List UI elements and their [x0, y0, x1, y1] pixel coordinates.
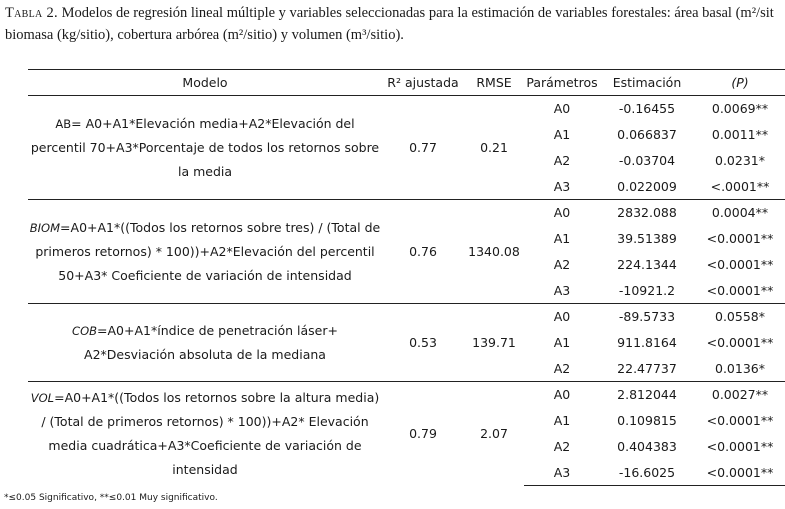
rmse-value: 139.71: [464, 304, 524, 382]
header-p: (P): [694, 70, 785, 96]
param-cell: A0: [524, 200, 600, 226]
p-value-cell: 0.0027**: [694, 382, 785, 408]
estimate-cell: 22.47737: [617, 360, 677, 376]
estimate-cell: 0.404383: [617, 439, 677, 454]
model-name: BIOM: [29, 220, 61, 235]
model-name: COB: [72, 323, 98, 338]
p-value-cell: 0.0004**: [694, 200, 785, 226]
r2-value: 0.76: [382, 200, 464, 304]
table-row: [28, 382, 785, 408]
estimate-cell: 2.812044: [600, 382, 694, 408]
estimate-cell: -89.5733: [600, 304, 694, 330]
table-footnote: *≤0.05 Significativo, **≤0.01 Muy significativo.: [4, 493, 218, 503]
model-name: AB: [55, 116, 72, 131]
param-cell: A0: [524, 304, 600, 330]
estimate-cell: -16.6025: [600, 460, 694, 486]
p-value-cell: <0.0001**: [706, 282, 774, 298]
header-modelo: Modelo: [28, 70, 382, 96]
p-value-cell: 0.0558*: [694, 304, 785, 330]
model-name: VOL: [30, 390, 55, 405]
param-cell: A3: [524, 460, 600, 486]
model-formula: [28, 96, 382, 200]
p-value-cell: 0.0069**: [694, 96, 785, 122]
model-formula: [28, 304, 382, 382]
estimate-cell: 39.51389: [617, 231, 677, 246]
regression-table: [28, 69, 785, 486]
p-value-cell: <0.0001**: [706, 335, 774, 350]
p-value-cell: <0.0001**: [706, 257, 774, 272]
table-caption: [5, 2, 785, 46]
rmse-value: 2.07: [464, 382, 524, 486]
param-cell: A1: [553, 335, 571, 350]
r2-value: 0.53: [382, 304, 464, 382]
header-row: [28, 70, 785, 96]
estimate-cell: -0.03704: [618, 153, 676, 168]
estimate-cell: 2832.088: [600, 200, 694, 226]
caption-text-2: biomasa (kg/sitio), cobertura arbórea (m²/sitio) y volumen (m³/sitio).: [5, 27, 404, 43]
r2-value: 0.79: [382, 382, 464, 486]
table-row: [28, 304, 785, 330]
param-cell: A2: [553, 257, 571, 272]
estimate-cell: 224.1344: [617, 257, 677, 272]
header-rmse: RMSE: [464, 70, 524, 96]
model-formula-text: =A0+A1*((Todos los retornos sobre tres) / (Total de primeros retornos) * 100))+A2*Elevación del percentil 50+A3* Coeficiente de variación de intensidad: [35, 219, 381, 283]
caption-text-1: Modelos de regresión lineal múltiple y variables seleccionadas para la estimación de variables forestales: área basal (m²/sit: [61, 5, 774, 21]
estimate-cell: 911.8164: [617, 335, 677, 350]
param-cell: A1: [553, 231, 571, 246]
model-formula-text: = A0+A1*Elevación media+A2*Elevación del percentil 70+A3*Porcentaje de todos los retornos sobre la media: [30, 115, 380, 179]
param-cell: A2: [553, 360, 571, 376]
param-cell: A0: [524, 96, 600, 122]
p-value-cell: 0.0231*: [715, 153, 765, 168]
model-formula-text: =A0+A1*índice de penetración láser+ A2*Desviación absoluta de la mediana: [84, 322, 338, 362]
param-cell: A1: [553, 413, 571, 428]
p-value-cell: 0.0136*: [715, 360, 765, 376]
param-cell: A1: [553, 127, 571, 142]
model-formula: [28, 200, 382, 304]
rmse-value: 0.21: [464, 96, 524, 200]
param-cell: A2: [553, 153, 571, 168]
p-value-cell: 0.0011**: [711, 127, 769, 142]
p-value-cell: <0.0001**: [706, 413, 774, 428]
p-value-cell: <0.0001**: [706, 231, 774, 246]
param-cell: A0: [524, 382, 600, 408]
table-row: [28, 96, 785, 122]
estimate-cell: 0.066837: [617, 127, 677, 142]
param-cell: A3: [553, 282, 571, 298]
p-value-cell: <0.0001**: [706, 439, 774, 454]
param-cell: A2: [553, 439, 571, 454]
table-row: [28, 200, 785, 226]
model-formula-text: =A0+A1*((Todos los retornos sobre la altura media) / (Total de primeros retornos) * 100))+A2* Elevación media cuadrática+A3*Coeficiente de variación de intensidad: [41, 389, 380, 477]
p-value-cell: <.0001**: [710, 178, 770, 194]
header-r2: R² ajustada: [382, 70, 464, 96]
p-value-cell: <0.0001**: [694, 460, 785, 486]
estimate-cell: -0.16455: [600, 96, 694, 122]
estimate-cell: -10921.2: [618, 282, 676, 298]
estimate-cell: 0.022009: [617, 178, 677, 194]
header-parametros: Parámetros: [524, 70, 600, 96]
model-formula: [28, 382, 382, 486]
param-cell: A3: [553, 178, 571, 194]
header-estimacion: Estimación: [600, 70, 694, 96]
rmse-value: 1340.08: [464, 200, 524, 304]
caption-line-1: [5, 2, 785, 24]
r2-value: 0.77: [382, 96, 464, 200]
estimate-cell: 0.109815: [617, 413, 677, 428]
caption-label: Tabla 2.: [5, 5, 58, 21]
